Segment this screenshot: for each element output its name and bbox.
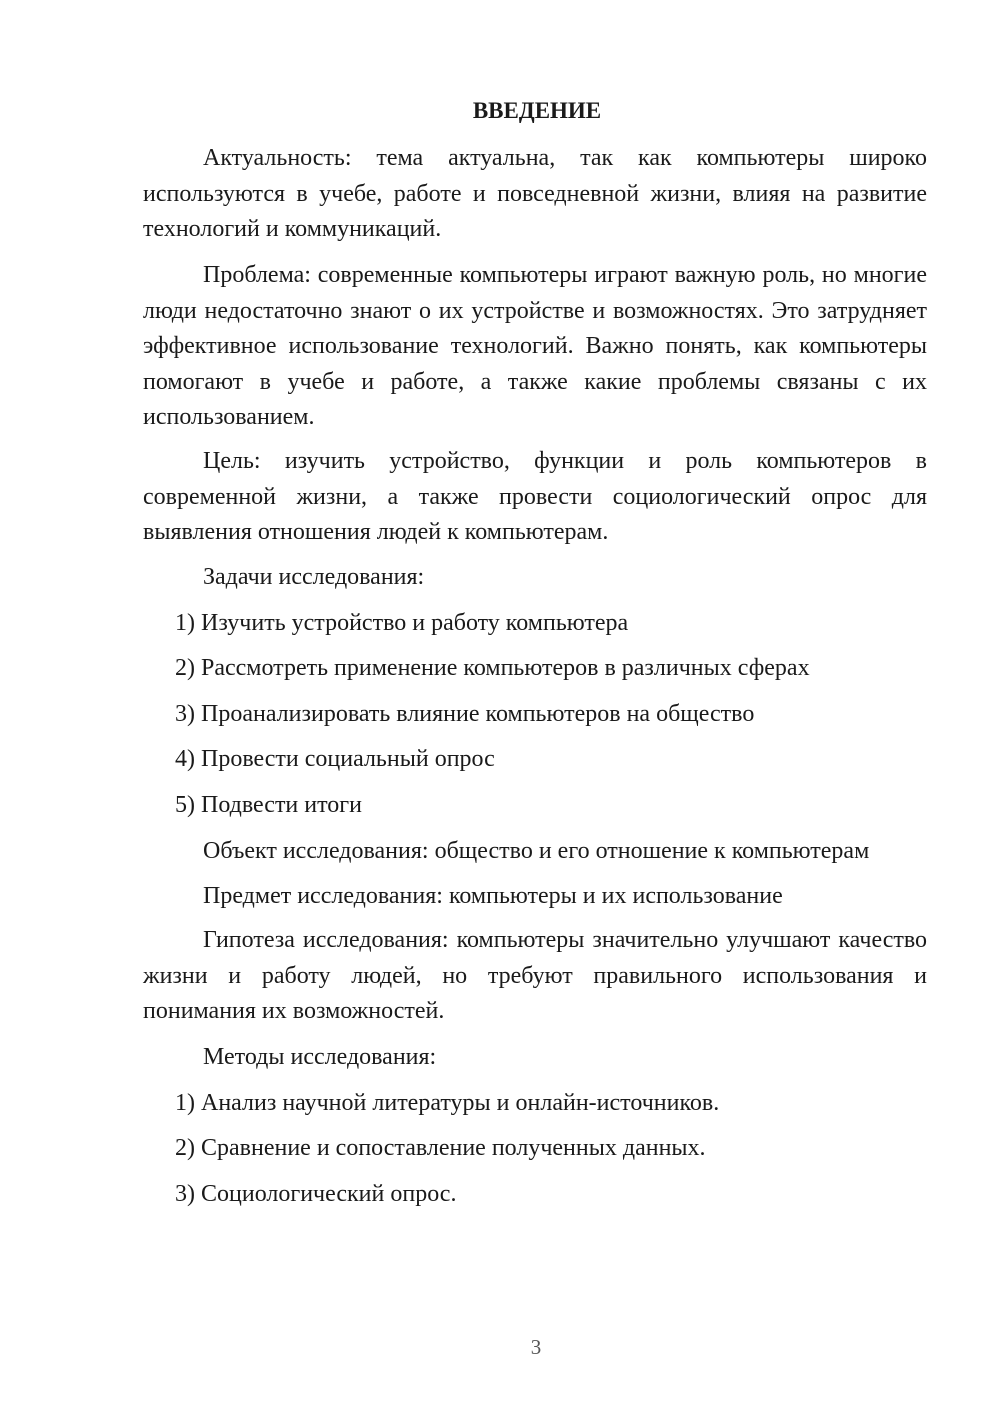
problem-paragraph	[143, 258, 927, 436]
problem-text: Проблема: современные компьютеры играют важную роль, но многие люди недостаточно знают о их устройстве и возможностях. Это затрудняет эффективное использование технологий. Важно понять, как компьютеры помогают в учебе и работе, а также какие проблемы связаны с их использованием.	[143, 262, 927, 431]
page-title: ВВЕДЕНИЕ	[472, 98, 602, 123]
task-item: 3) Проанализировать влияние компьютеров на общество	[175, 701, 755, 727]
research-object: Объект исследования: общество и его отношение к компьютерам	[203, 838, 870, 864]
task-item: 2) Рассмотреть применение компьютеров в различных сферах	[175, 655, 810, 681]
task-item: 1) Изучить устройство и работу компьютера	[175, 610, 629, 636]
method-item: 1) Анализ научной литературы и онлайн-источников.	[175, 1090, 720, 1116]
goal-paragraph	[143, 444, 927, 551]
method-item: 3) Социологический опрос.	[175, 1181, 457, 1207]
method-item: 2) Сравнение и сопоставление полученных данных.	[175, 1135, 706, 1161]
methods-heading: Методы исследования:	[203, 1044, 437, 1070]
hypothesis-text: Гипотеза исследования: компьютеры значительно улучшают качество жизни и работу людей, но требуют правильного использования и понимания их возможностей.	[143, 927, 927, 1025]
page-number: 3	[530, 1335, 542, 1359]
hypothesis-paragraph	[143, 923, 927, 1030]
relevance-paragraph	[143, 141, 927, 248]
relevance-text: Актуальность: тема актуальна, так как компьютеры широко используются в учебе, работе и повседневной жизни, влияя на развитие технологий и коммуникаций.	[143, 145, 927, 243]
research-subject: Предмет исследования: компьютеры и их использование	[203, 883, 783, 909]
task-item: 5) Подвести итоги	[175, 792, 362, 818]
task-item: 4) Провести социальный опрос	[175, 746, 495, 772]
goal-text: Цель: изучить устройство, функции и роль компьютеров в современной жизни, а также провести социологический опрос для выявления отношения людей к компьютерам.	[143, 448, 927, 546]
tasks-heading: Задачи исследования:	[203, 564, 425, 590]
